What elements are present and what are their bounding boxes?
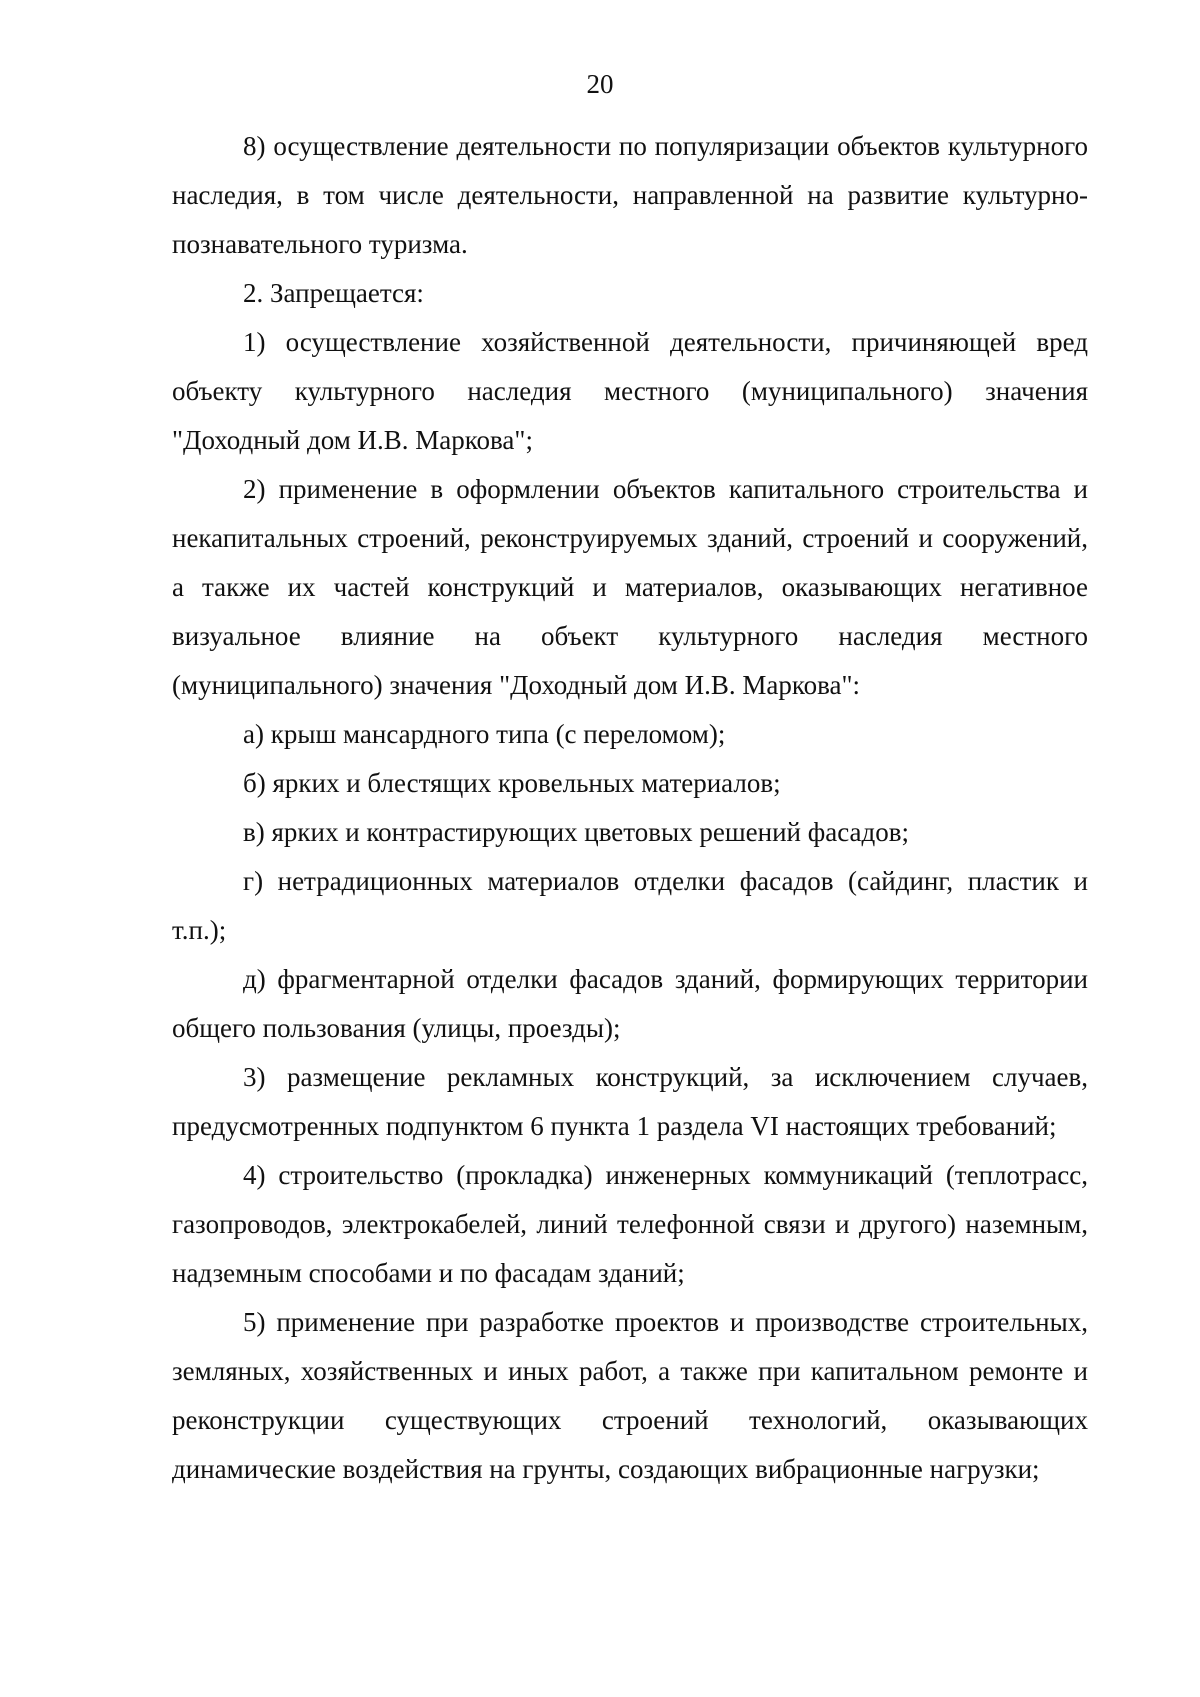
item-2-visual-influence: 2) применение в оформлении объектов капитального строительства и некапитальных строений, реконструируемых зданий, строений и сооружений, а также их частей конструкций и материалов, оказывающих негативное визуальное влияние на объект культурного наследия местного (муниципального) значения "Доходный дом И.В. Маркова": [172,474,1088,700]
subitem-d-fragmentary-finish: д) фрагментарной отделки фасадов зданий, формирующих территории общего пользования (улицы, проезды); [172,964,1088,1043]
item-8-popularization: 8) осуществление деятельности по популяризации объектов культурного наследия, в том числе деятельности, направленной на развитие культурно-познавательного туризма. [172,131,1088,259]
subitem-v-color-solutions: в) ярких и контрастирующих цветовых решений фасадов; [243,817,909,847]
item-1-economic-activity: 1) осуществление хозяйственной деятельности, причиняющей вред объекту культурного наследия местного (муниципального) значения "Доходный дом И.В. Маркова"; [172,327,1088,455]
item-3-advertising: 3) размещение рекламных конструкций, за исключением случаев, предусмотренных подпунктом 6 пункта 1 раздела VI настоящих требований; [172,1062,1088,1141]
section-2-prohibited-heading: 2. Запрещается: [243,278,424,308]
subitem-g-facade-materials: г) нетрадиционных материалов отделки фасадов (сайдинг, пластик и т.п.); [172,866,1088,945]
subitem-a-mansard-roofs: а) крыш мансардного типа (с переломом); [243,719,726,749]
page-number: 20 [586,69,614,99]
document-body [172,122,1088,1494]
subitem-b-roofing-materials: б) ярких и блестящих кровельных материалов; [243,768,781,798]
item-5-dynamic-impact: 5) применение при разработке проектов и производстве строительных, земляных, хозяйственных и иных работ, а также при капитальном ремонте и реконструкции существующих строений технологий, оказывающих динамические воздействия на грунты, создающих вибрационные нагрузки; [172,1307,1088,1484]
item-4-utilities: 4) строительство (прокладка) инженерных коммуникаций (теплотрасс, газопроводов, электрокабелей, линий телефонной связи и другого) наземным, надземным способами и по фасадам зданий; [172,1160,1088,1288]
